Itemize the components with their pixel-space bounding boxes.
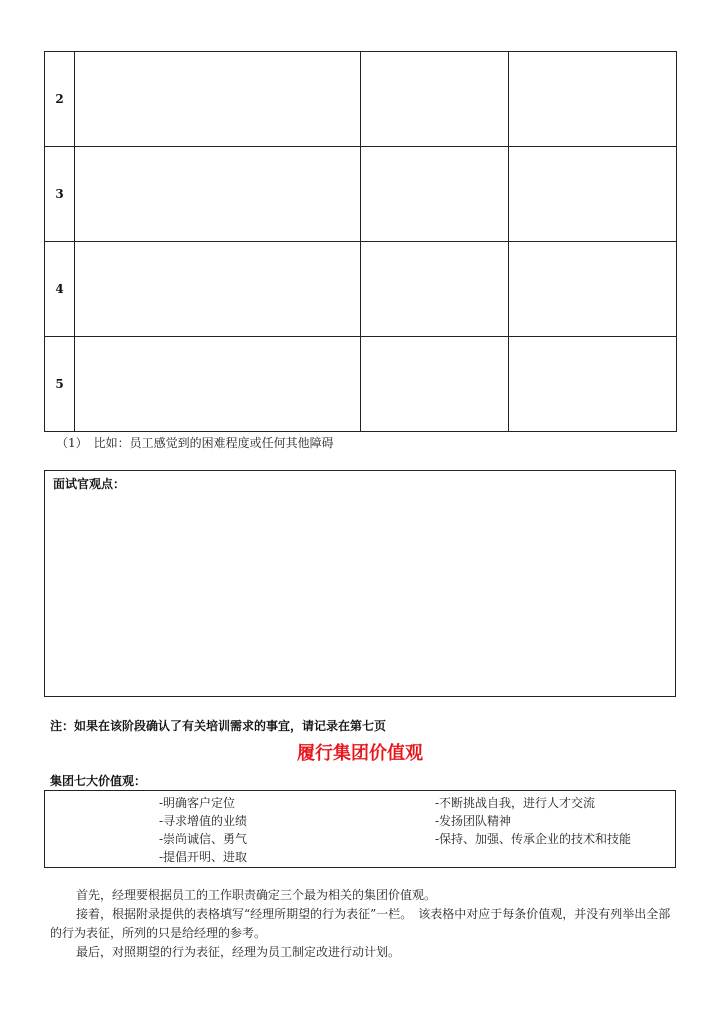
- instruction-paragraph-1: 首先，经理要根据员工的工作职责确定三个最为相关的集团价值观。: [76, 888, 437, 902]
- instruction-paragraph-3: 最后，对照期望的行为表征，经理为员工制定改进行动计划。: [76, 945, 401, 959]
- value-item: -发扬团队精神: [435, 814, 512, 828]
- instruction-paragraph-2: 接着，根据附录提供的表格填写“经理所期望的行为表征”一栏。 该表格中对应于每条价值观，并没有列举出全部的行为表征，所列的只是给经理的参考。: [50, 907, 671, 940]
- row-number: 3: [45, 147, 75, 242]
- row-number: 5: [45, 337, 75, 432]
- table-cell[interactable]: [509, 337, 677, 432]
- table-cell[interactable]: [75, 147, 361, 242]
- table-row: [45, 52, 677, 147]
- table-cell[interactable]: [361, 242, 509, 337]
- table-cell[interactable]: [361, 52, 509, 147]
- section-title: 履行集团价值观: [297, 743, 423, 764]
- values-column-left: [159, 794, 247, 866]
- table-cell[interactable]: [361, 147, 509, 242]
- value-item: -不断挑战自我，进行人才交流: [435, 796, 596, 810]
- table-row: [45, 337, 677, 432]
- table-cell[interactable]: [509, 147, 677, 242]
- table-row: [45, 242, 677, 337]
- value-item: -明确客户定位: [159, 796, 236, 810]
- interviewer-label: 面试官观点：: [53, 477, 126, 491]
- table-cell[interactable]: [509, 52, 677, 147]
- values-column-right: [435, 794, 631, 848]
- table-cell[interactable]: [361, 337, 509, 432]
- training-note: 注：如果在该阶段确认了有关培训需求的事宜，请记录在第七页: [50, 719, 387, 733]
- value-item: -提倡开明、进取: [159, 850, 248, 864]
- row-number: 4: [45, 242, 75, 337]
- values-label: 集团七大价值观：: [50, 774, 147, 788]
- table-row: [45, 147, 677, 242]
- table-footnote: （1） 比如：员工感觉到的困难程度或任何其他障碍: [56, 436, 334, 450]
- row-number: 2: [45, 52, 75, 147]
- employee-items-table: [44, 51, 677, 432]
- table-cell[interactable]: [75, 52, 361, 147]
- value-item: -寻求增值的业绩: [159, 814, 248, 828]
- value-item: -崇尚诚信、勇气: [159, 832, 248, 846]
- interviewer-comments-box[interactable]: [44, 470, 676, 697]
- value-item: -保持、加强、传承企业的技术和技能: [435, 832, 632, 846]
- values-box: [44, 790, 676, 868]
- table-cell[interactable]: [75, 337, 361, 432]
- table-cell[interactable]: [509, 242, 677, 337]
- table-cell[interactable]: [75, 242, 361, 337]
